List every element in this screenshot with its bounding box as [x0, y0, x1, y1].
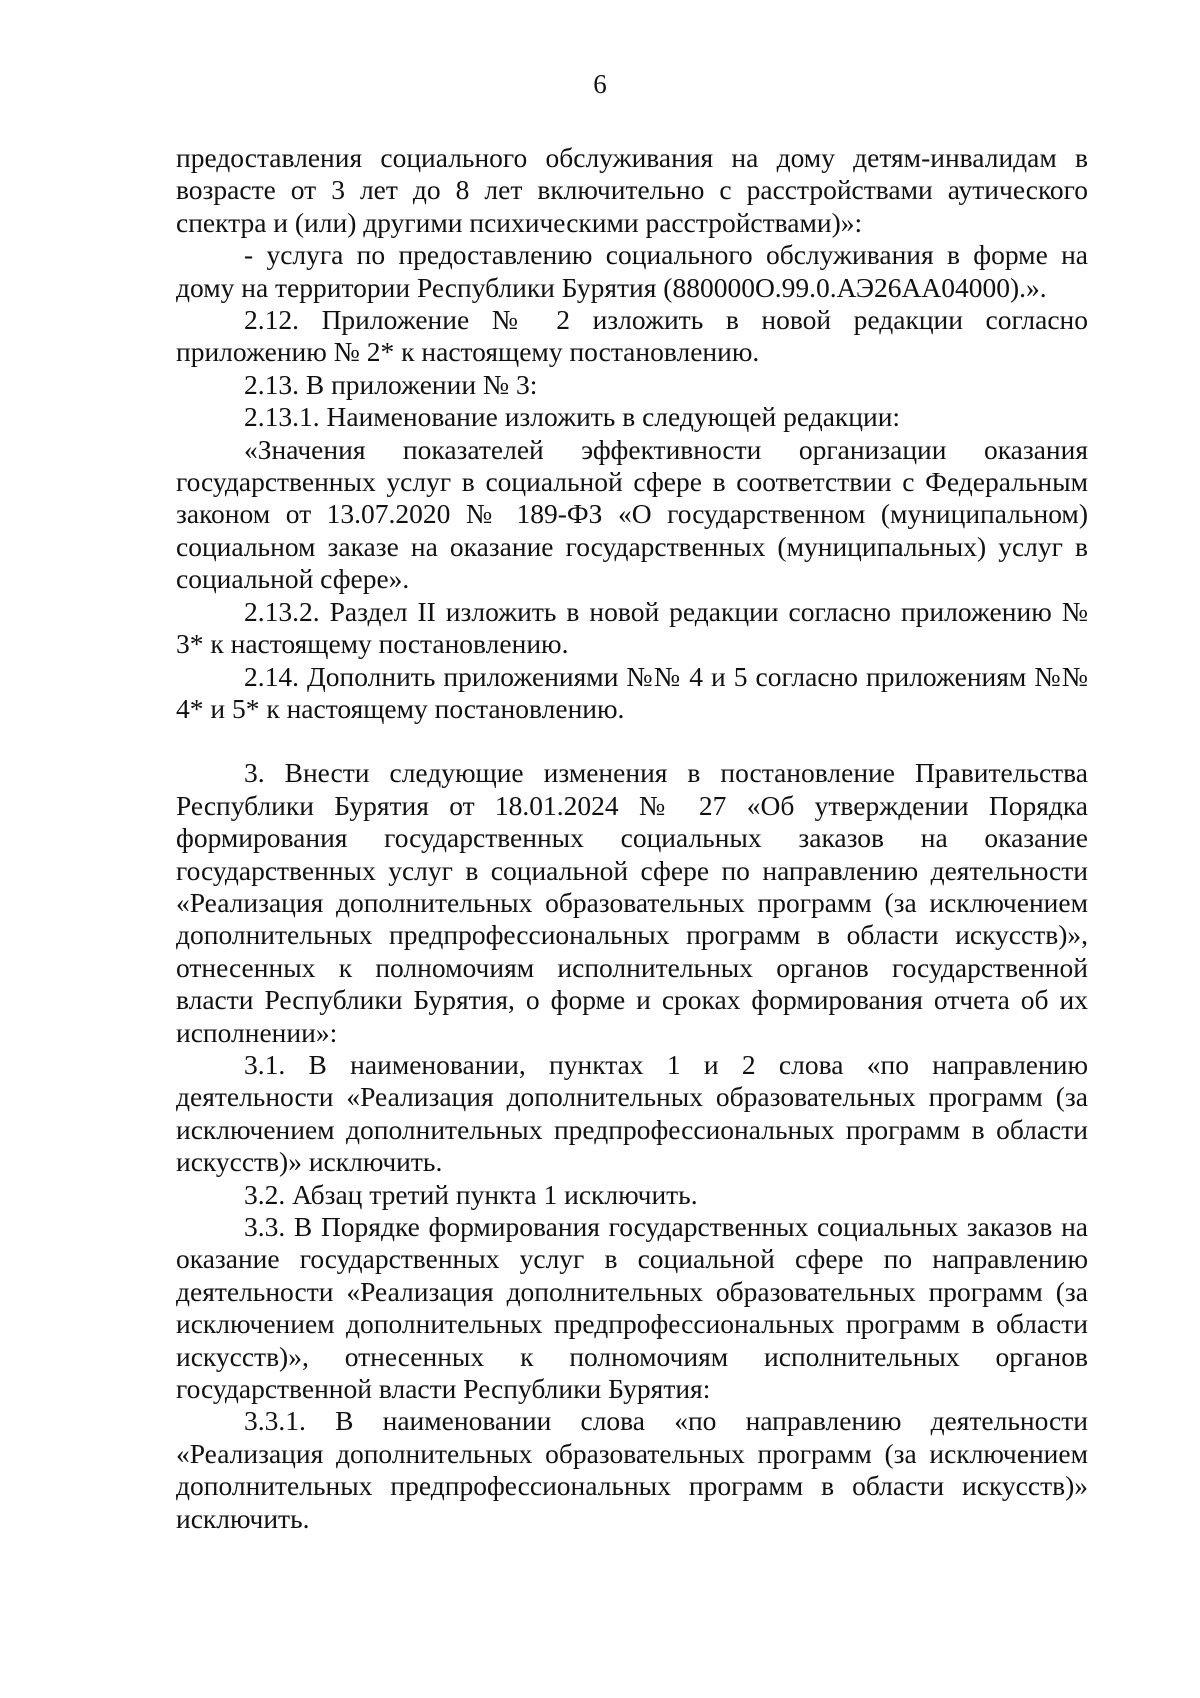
section-gap	[176, 725, 1088, 757]
document-body	[176, 142, 1088, 1535]
paragraph-services-clause: предоставления социального обслуживания на дому детям-инвалидам в возрасте от 3 лет до 8 лет включительно с расстройствами аутического спектра и (или) другими психическими расстройствами)»:	[176, 142, 1088, 238]
paragraph-indicators-title: «Значения показателей эффективности организации оказания государственных услуг в социальной сфере в соответствии с Федеральным законом от 13.07.2020 № 189-ФЗ «О государственном (муниципальном) социальном заказе на оказание государственных (муниципальных) услуг в социальной сфере».	[176, 433, 1088, 595]
paragraph-service-item: - услуга по предоставлению социального обслуживания в форме на дому на территории Республики Бурятия (880000О.99.0.АЭ26АА04000).».	[176, 239, 1088, 303]
paragraph-3-2: 3.2. Абзац третий пункта 1 исключить.	[244, 1178, 698, 1210]
paragraph-2-12: 2.12. Приложение № 2 изложить в новой редакции согласно приложению № 2* к настоящему постановлению.	[176, 304, 1088, 368]
page-number: 6	[593, 69, 607, 99]
paragraph-3-1: 3.1. В наименовании, пунктах 1 и 2 слова «по направлению деятельности «Реализация дополнительных образовательных программ (за исключением дополнительных предпрофессиональных программ в области искусств)» исключить.	[176, 1048, 1088, 1178]
paragraph-3-3-1: 3.3.1. В наименовании слова «по направлению деятельности «Реализация дополнительных образовательных программ (за исключением дополнительных предпрофессиональных программ в области искусств)» исключить.	[176, 1405, 1088, 1534]
paragraph-2-13-2: 2.13.2. Раздел II изложить в новой редакции согласно приложению № 3* к настоящему постановлению.	[176, 595, 1088, 660]
paragraph-3: 3. Внести следующие изменения в постановление Правительства Республики Бурятия от 18.01.2024 № 27 «Об утверждении Порядка формирования государственных социальных заказов на оказание государственных услуг в социальной сфере по направлению деятельности «Реализация дополнительных образовательных программ (за исключением дополнительных предпрофессиональных программ в области искусств)», отнесенных к полномочиям исполнительных органов государственной власти Республики Бурятия, о форме и сроках формирования отчета об их исполнении»:	[176, 757, 1088, 1048]
paragraph-3-3: 3.3. В Порядке формирования государственных социальных заказов на оказание государственных услуг в социальной сфере по направлению деятельности «Реализация дополнительных образовательных программ (за исключением дополнительных предпрофессиональных программ в области искусств)», отнесенных к полномочиям исполнительных органов государственной власти Республики Бурятия:	[176, 1211, 1088, 1405]
paragraph-2-13-1: 2.13.1. Наименование изложить в следующей редакции:	[244, 401, 901, 433]
paragraph-2-13: 2.13. В приложении № 3:	[244, 368, 538, 400]
paragraph-2-14: 2.14. Дополнить приложениями №№ 4 и 5 согласно приложениям №№ 4* и 5* к настоящему постановлению.	[176, 660, 1088, 724]
